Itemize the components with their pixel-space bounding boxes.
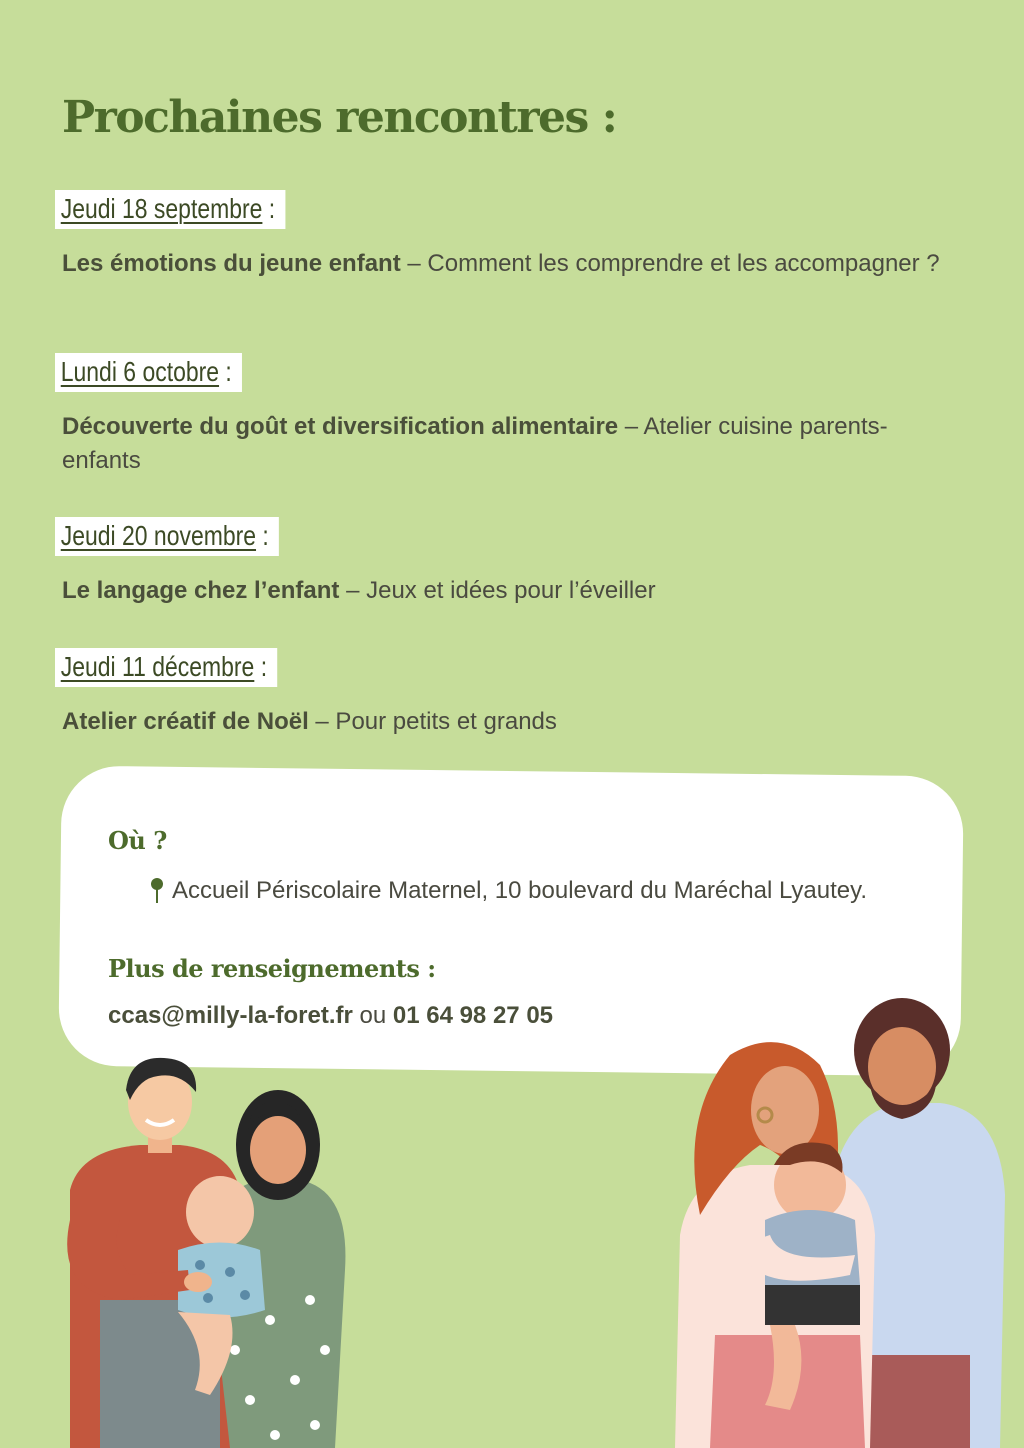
event-date-separator: : (256, 520, 269, 551)
event-description (62, 247, 962, 281)
event-date: Jeudi 11 décembre (60, 651, 255, 682)
event-topic: Découverte du goût et diversification alimentaire (62, 413, 619, 440)
page-title: Prochaines rencontres : (62, 92, 617, 143)
email-link[interactable]: ccas@milly-la-foret.fr (108, 1002, 353, 1029)
map-pin-icon (150, 876, 168, 906)
family-illustration-right (670, 995, 1024, 1448)
event-date-separator: : (219, 356, 232, 387)
event-topic: Atelier créatif de Noël (62, 708, 309, 735)
family-illustration-left (60, 1050, 360, 1448)
event-date-separator: : (262, 193, 276, 224)
phone-number[interactable]: 01 64 98 27 05 (392, 1002, 554, 1029)
event-description (62, 574, 962, 608)
event-date: Jeudi 20 novembre (60, 520, 257, 551)
event-date-separator: : (254, 651, 268, 682)
event-date-tag (55, 517, 279, 556)
address-line (150, 876, 867, 906)
event-description (62, 410, 962, 478)
event-date-tag (55, 648, 277, 687)
event-detail: – Jeux et idées pour l’éveiller (339, 577, 656, 604)
event-detail: – Comment les comprendre et les accompagner ? (400, 250, 940, 277)
address-text: Accueil Périscolaire Maternel, 10 boulevard du Maréchal Lyautey. (172, 877, 868, 904)
event-date: Lundi 6 octobre (60, 356, 220, 387)
event-date-tag (55, 353, 242, 392)
where-heading: Où ? (108, 826, 167, 855)
event-detail: – Pour petits et grands (308, 708, 557, 735)
info-heading: Plus de renseignements : (108, 954, 436, 983)
event-date-tag (55, 190, 285, 229)
contact-or: ou (352, 1002, 393, 1029)
event-topic: Le langage chez l’enfant (62, 577, 340, 604)
contact-line (108, 1002, 553, 1030)
event-topic: Les émotions du jeune enfant (62, 250, 401, 277)
event-date: Jeudi 18 septembre (60, 193, 263, 224)
event-detail: – Atelier cuisine parents-enfants (62, 413, 888, 474)
event-description (62, 705, 962, 739)
